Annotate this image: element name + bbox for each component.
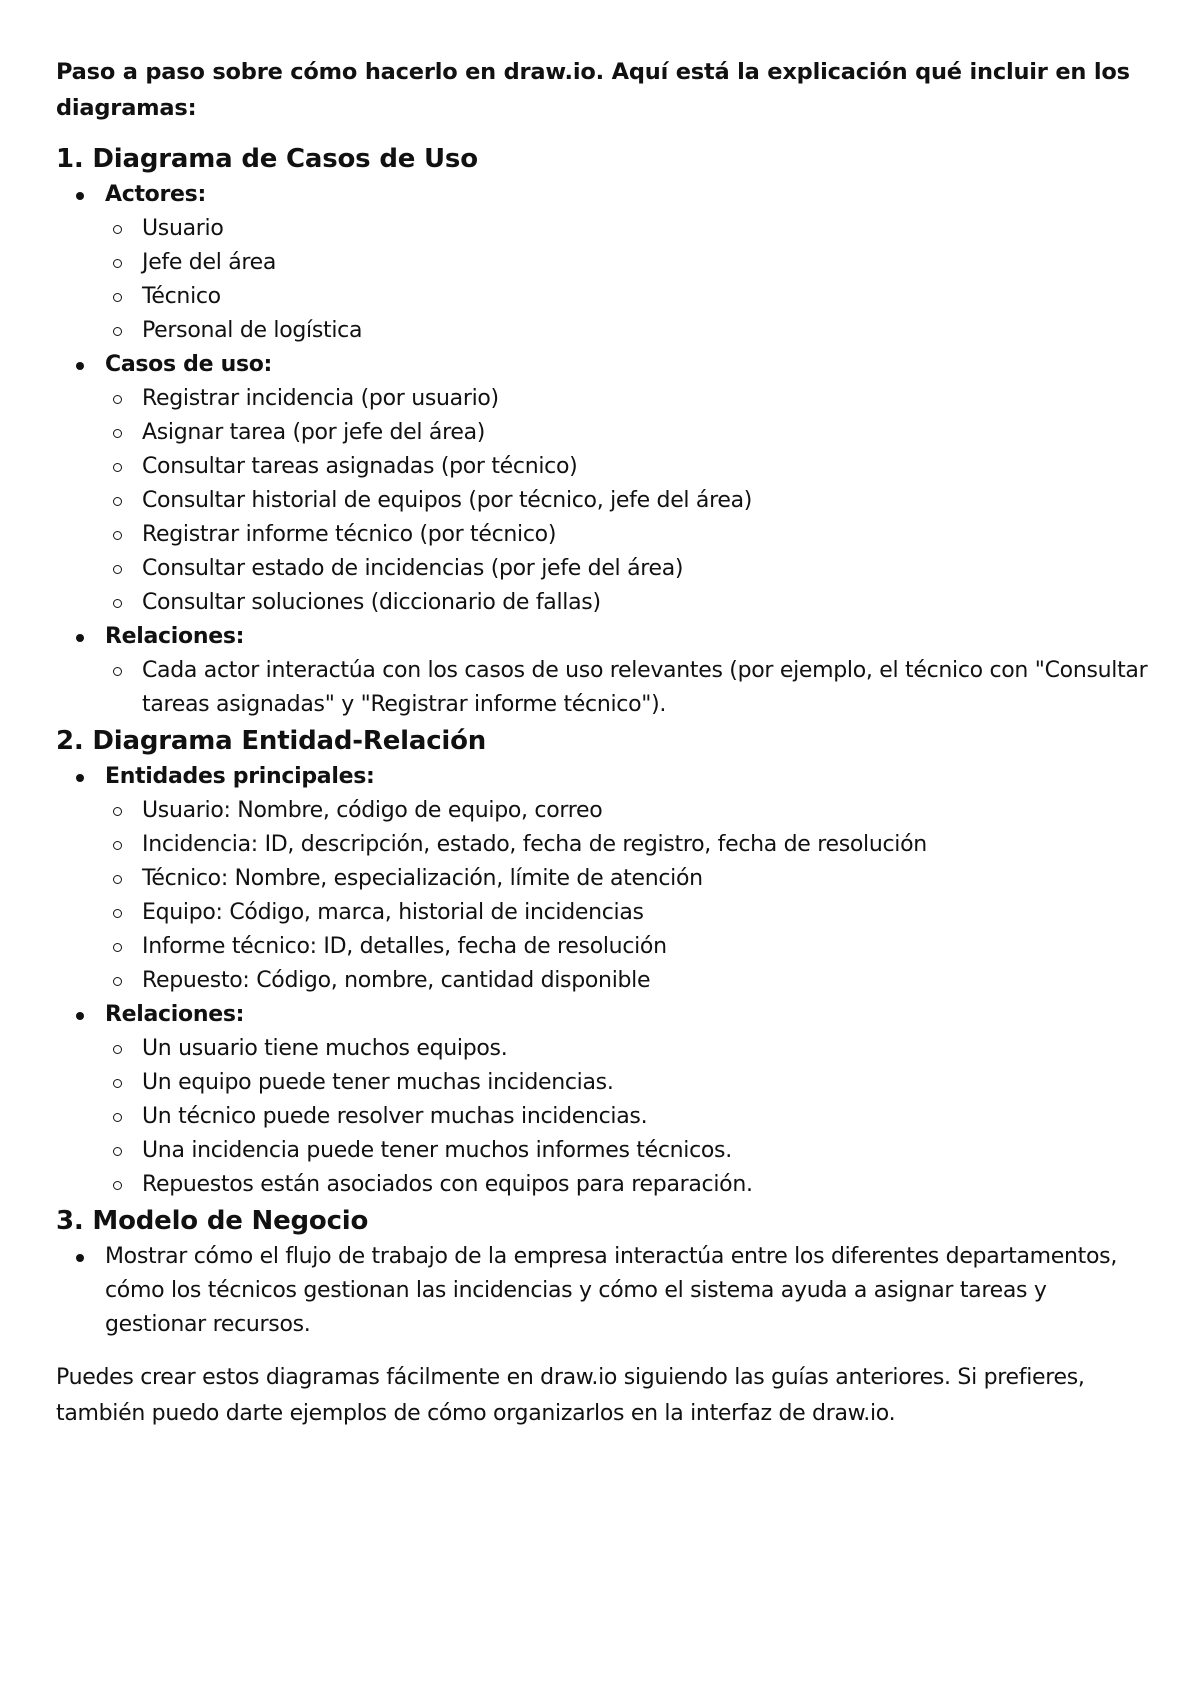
casos-label: Casos de uso: <box>105 352 273 377</box>
list-item: Registrar incidencia (por usuario) <box>105 382 1150 416</box>
list-item: Usuario: Nombre, código de equipo, correo <box>105 794 1150 828</box>
list-item: Repuestos están asociados con equipos para reparación. <box>105 1168 1150 1202</box>
list-item: Equipo: Código, marca, historial de incidencias <box>105 896 1150 930</box>
list-item: Técnico: Nombre, especialización, límite de atención <box>105 862 1150 896</box>
section-1-heading: 1. Diagrama de Casos de Uso <box>56 144 478 174</box>
list-item: Cada actor interactúa con los casos de uso relevantes (por ejemplo, el técnico con "Consultar tareas asignadas" y "Registrar informe técnico"). <box>105 654 1150 722</box>
relaciones-sublist <box>105 654 1150 722</box>
actores-sublist <box>105 212 1150 348</box>
list-item: Informe técnico: ID, detalles, fecha de resolución <box>105 930 1150 964</box>
list-item: Repuesto: Código, nombre, cantidad disponible <box>105 964 1150 998</box>
relaciones-er-item <box>56 998 1150 1202</box>
casos-sublist <box>105 382 1150 620</box>
intro-paragraph: Paso a paso sobre cómo hacerlo en draw.io. Aquí está la explicación qué incluir en los diagramas: <box>56 59 1130 121</box>
entidades-label: Entidades principales: <box>105 764 375 789</box>
list-item: Consultar estado de incidencias (por jefe del área) <box>105 552 1150 586</box>
list-item: Asignar tarea (por jefe del área) <box>105 416 1150 450</box>
list-item: Consultar historial de equipos (por técnico, jefe del área) <box>105 484 1150 518</box>
list-item: Usuario <box>105 212 1150 246</box>
list-item: Consultar soluciones (diccionario de fallas) <box>105 586 1150 620</box>
list-item: Una incidencia puede tener muchos informes técnicos. <box>105 1134 1150 1168</box>
actores-item <box>56 178 1150 348</box>
list-item: Personal de logística <box>105 314 1150 348</box>
closing-paragraph: Puedes crear estos diagramas fácilmente en draw.io siguiendo las guías anteriores. Si prefieres, también puedo darte ejemplos de cómo organizarlos en la interfaz de draw.io. <box>56 1365 1085 1426</box>
list-item: Mostrar cómo el flujo de trabajo de la empresa interactúa entre los diferentes departamentos, cómo los técnicos gestionan las incidencias y cómo el sistema ayuda a asignar tareas y gestionar recursos. <box>56 1240 1150 1342</box>
relaciones-item <box>56 620 1150 722</box>
casos-item <box>56 348 1150 620</box>
list-item: Un técnico puede resolver muchas incidencias. <box>105 1100 1150 1134</box>
list-item: Un usuario tiene muchos equipos. <box>105 1032 1150 1066</box>
list-item: Jefe del área <box>105 246 1150 280</box>
section-2-heading: 2. Diagrama Entidad-Relación <box>56 726 487 756</box>
relaciones-er-sublist <box>105 1032 1150 1202</box>
list-item: Registrar informe técnico (por técnico) <box>105 518 1150 552</box>
relaciones-er-label: Relaciones: <box>105 1002 245 1027</box>
relaciones-label: Relaciones: <box>105 624 245 649</box>
entidades-item <box>56 760 1150 998</box>
entidades-sublist <box>105 794 1150 998</box>
list-item: Incidencia: ID, descripción, estado, fecha de registro, fecha de resolución <box>105 828 1150 862</box>
section-2-list <box>56 760 1150 1202</box>
section-3-list <box>56 1240 1150 1342</box>
section-3-heading: 3. Modelo de Negocio <box>56 1206 369 1236</box>
section-1-list <box>56 178 1150 722</box>
list-item: Un equipo puede tener muchas incidencias. <box>105 1066 1150 1100</box>
list-item: Consultar tareas asignadas (por técnico) <box>105 450 1150 484</box>
actores-label: Actores: <box>105 182 206 207</box>
list-item: Técnico <box>105 280 1150 314</box>
